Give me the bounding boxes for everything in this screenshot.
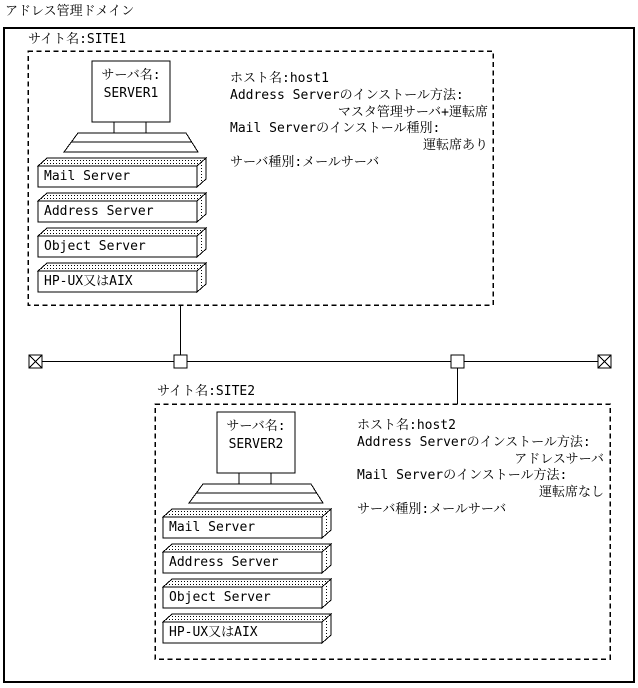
server-name-caption: サーバ名:	[226, 419, 286, 434]
site2-stack-label-3: Object Server	[169, 590, 271, 605]
site2-label: サイト名:SITE2	[157, 384, 256, 399]
site1-stack-label-3: Object Server	[44, 239, 146, 254]
network-tap-site1	[174, 355, 187, 368]
site2-info-block	[357, 418, 604, 519]
info-line: ホスト名:host1	[230, 71, 329, 86]
info-line: 運転席なし	[538, 485, 604, 501]
server-name-caption: サーバ名:	[101, 68, 161, 83]
info-line: アドレスサーバ	[514, 451, 604, 467]
site2-stack-label-4: HP-UX又はAIX	[169, 625, 258, 640]
info-line: マスタ管理サーバ+運転席	[337, 104, 488, 120]
info-line: ホスト名:host2	[357, 418, 456, 433]
info-line: Address Serverのインストール方法:	[230, 87, 464, 103]
terminator-left-icon	[29, 355, 42, 368]
info-line: 運転席あり	[422, 138, 488, 154]
info-line: Address Serverのインストール方法:	[357, 434, 591, 450]
site1-server-name	[92, 67, 170, 103]
info-line: Mail Serverのインストール方法:	[357, 468, 568, 484]
info-line: サーバ種別:メールサーバ	[357, 501, 507, 517]
info-line: サーバ種別:メールサーバ	[230, 154, 380, 170]
site2-stack-label-2: Address Server	[169, 555, 279, 570]
server-name-value: SERVER2	[228, 437, 284, 452]
server-name-value: SERVER1	[103, 86, 159, 101]
terminator-right-icon	[598, 355, 611, 368]
info-line: Mail Serverのインストール種別:	[230, 121, 441, 137]
network-tap-site2	[451, 355, 464, 368]
site1-info-block	[230, 71, 488, 172]
site1-stack-label-4: HP-UX又はAIX	[44, 274, 133, 289]
site2-server-name	[217, 418, 295, 454]
site1-stack-label-2: Address Server	[44, 204, 154, 219]
site2-stack-label-1: Mail Server	[169, 520, 256, 535]
site1-label: サイト名:SITE1	[28, 32, 127, 47]
network-bus	[42, 305, 598, 404]
site1-stack-label-1: Mail Server	[44, 169, 131, 184]
diagram-title: アドレス管理ドメイン	[5, 4, 135, 19]
